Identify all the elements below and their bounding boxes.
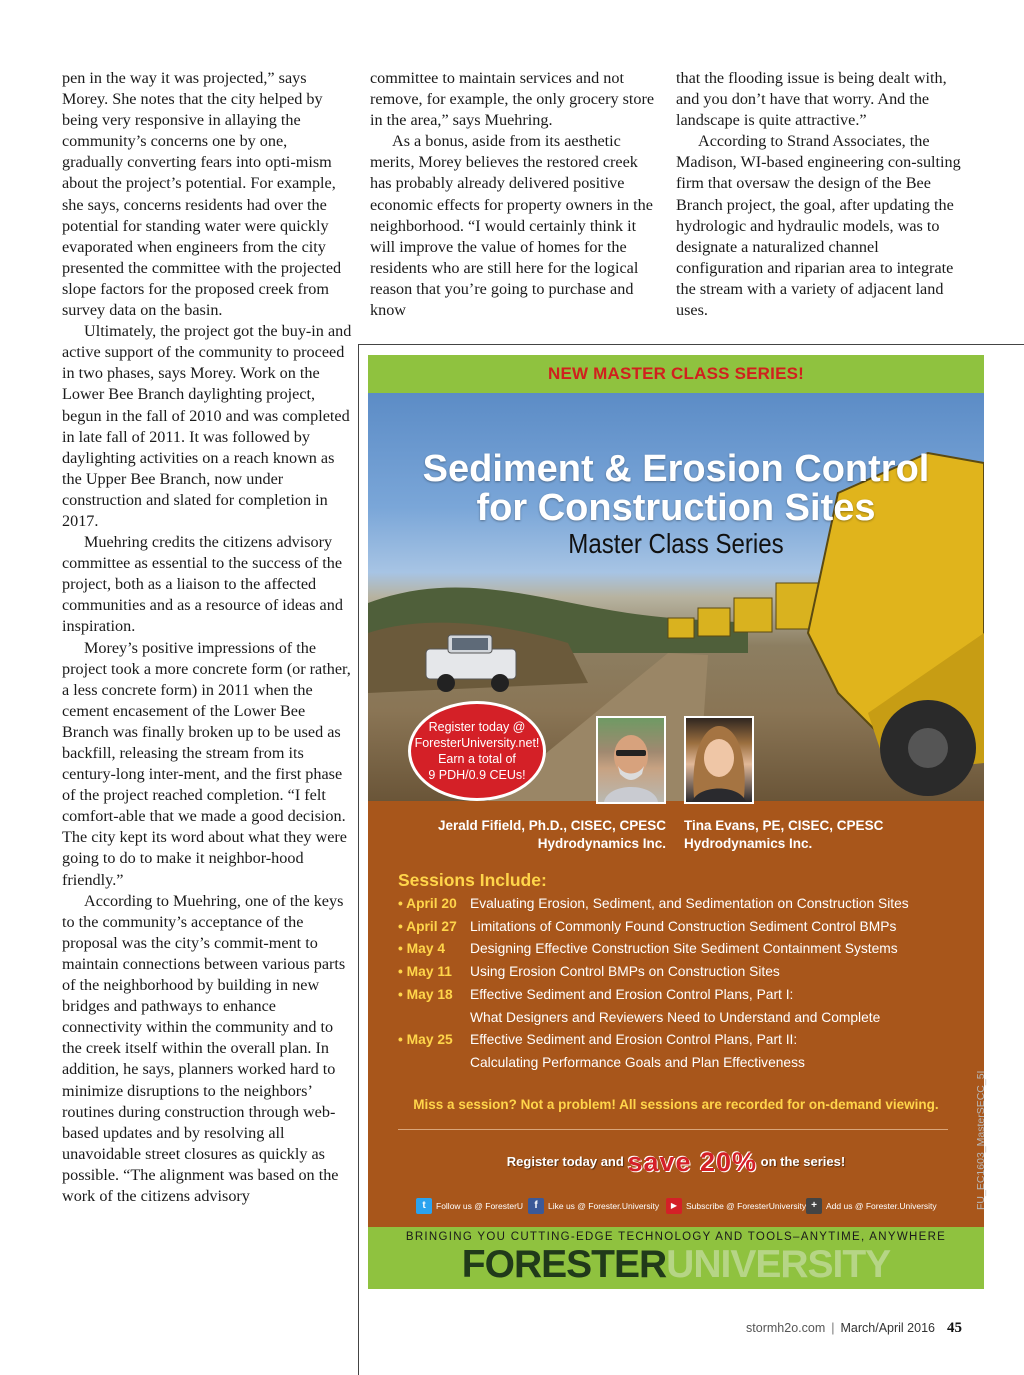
speaker-portrait-2	[684, 716, 754, 804]
session-title: Designing Effective Construction Site Sediment Containment Systems	[470, 941, 898, 957]
article-column-2	[370, 68, 660, 321]
social-label: Follow us @ ForesterU	[436, 1201, 524, 1211]
session-title: Effective Sediment and Erosion Control Plans, Part I:	[470, 986, 794, 1002]
register-badge[interactable]	[408, 701, 546, 801]
footer-site: stormh2o.com	[746, 1321, 826, 1335]
paragraph: According to Strand Associates, the Madison, WI-based engineering con-sulting firm that oversaw the design of the Bee Branch project, the goal, after updating the hydrologic and hydraulic models, was to designate a naturalized channel configuration and riparian area to integrate the stream with a variety of adjacent land uses.	[676, 132, 961, 320]
social-label: Subscribe @ ForesterUniversity	[686, 1201, 807, 1211]
speaker-org: Hydrodynamics Inc.	[684, 836, 813, 851]
session-title: Using Erosion Control BMPs on Construction Sites	[470, 964, 780, 980]
paragraph: According to Muehring, one of the keys to the community’s acceptance of the proposal was the city’s commit-ment to maintain connections between various parts of the neighborhood by building in new bridges and pathways to enhance connectivity within the community and to the creek itself within the overall plan. In addition, he says, planners worked hard to minimize disruptions to the neighbors’ routines during construction through web-based updates and by resolving all unavoidable street closures as quickly as possible. “The alignment was based on the work of the citizens advisory	[62, 891, 346, 1205]
social-links	[416, 1198, 956, 1216]
ad-divider	[398, 1129, 948, 1130]
session-title-continued: What Designers and Reviewers Need to Understand and Complete	[470, 1009, 881, 1025]
ad-side-code: FU_EC1603_MasterSECC_5I	[975, 1070, 987, 1210]
ad-banner	[368, 355, 984, 393]
logo-forester: FORESTER	[461, 1243, 667, 1286]
sessions-list	[398, 893, 978, 1075]
youtube-icon: ▶	[666, 1198, 682, 1214]
twitter-icon: t	[416, 1198, 432, 1214]
logo-university: UNIVERSITY	[666, 1243, 891, 1286]
register-cta-post: on the series!	[760, 1154, 846, 1169]
session-item	[398, 938, 978, 961]
session-date: • April 20	[398, 896, 457, 911]
session-item	[398, 1029, 978, 1074]
speaker-name: Tina Evans, PE, CISEC, CPESC	[684, 818, 884, 833]
social-label: Add us @ Forester.University	[826, 1201, 937, 1211]
speaker-org: Hydrodynamics Inc.	[537, 836, 666, 851]
session-date: • April 27	[398, 918, 457, 934]
badge-line: 9 PDH/0.9 CEUs!	[428, 768, 526, 782]
paragraph: Ultimately, the project got the buy-in and active support of the community to proceed in two phases, says Morey. Work on the Lower Bee Branch daylighting project, begun in the fall of 2010 and was completed in late fall of 2011. It was followed by daylighting activities on a reach known as the Upper Bee Branch, now under construction and slated for completion in 2017.	[62, 322, 352, 530]
session-date: • May 18	[398, 986, 453, 1002]
register-cta-pre: Register today and	[506, 1154, 624, 1169]
session-title: Evaluating Erosion, Sediment, and Sedimentation on Construction Sites	[470, 896, 909, 911]
paragraph: As a bonus, aside from its aesthetic merits, Morey believes the restored creek has probably already delivered positive economic effects for property owners in the neighborhood. “I would certainly think it will improve the value of homes for the residents who are still here for the logical reason that you’re going to purchase and know	[370, 132, 653, 320]
social-link-youtube[interactable]	[666, 1198, 806, 1214]
session-item	[398, 893, 978, 916]
footer-issue: March/April 2016	[840, 1321, 935, 1335]
session-title: Limitations of Commonly Found Construction Sediment Control BMPs	[470, 918, 897, 934]
page-number: 45	[947, 1320, 962, 1336]
googleplus-icon: +	[806, 1198, 822, 1214]
paragraph: Muehring credits the citizens advisory committee as essential to the success of the project, both as a liaison to the affected communities and as a resource of ideas and inspiration.	[62, 533, 343, 636]
speaker-portrait-1	[596, 716, 666, 804]
session-date: • May 11	[398, 964, 452, 980]
ad-footer-bar	[368, 1227, 984, 1289]
session-title-continued: Calculating Performance Goals and Plan Effectiveness	[470, 1054, 805, 1070]
ad-frame-vertical-rule	[358, 344, 359, 1375]
save-percent: save 20%	[627, 1147, 758, 1177]
ad-frame-horizontal-rule	[358, 344, 1024, 345]
social-link-facebook[interactable]	[528, 1198, 659, 1214]
badge-line: ForesterUniversity.net!	[414, 736, 540, 750]
forester-university-logo[interactable]	[368, 1243, 984, 1287]
article-column-1	[62, 68, 352, 1207]
paragraph: Morey’s positive impressions of the project took a more concrete form (or rather, a less concrete form) in 2011 when the cement encasement of the Lower Bee Branch was finally broken up to be used as backfill, releasing the stream from its century-long inter-ment, and the first phase of the project reached completion. “I felt comfort-able that we made a good decision. The city kept its word about what they were going to do to make it neighbor-hood friendly.”	[62, 638, 351, 889]
paragraph: pen in the way it was projected,” says Morey. She notes that the city helped by being very responsive in allaying the community’s concerns one by one, gradually converting fears into opti-mism about the project’s potential. For example, she says, concerns residents had over the potential for standing water were quickly evaporated when engineers from the city presented the committee with the projected slope factors for the proposed creek from survey data on the basin.	[62, 69, 342, 320]
paragraph: committee to maintain services and not remove, for example, the only grocery store in the area,” says Muehring.	[370, 69, 655, 130]
session-date: • May 25	[398, 1032, 453, 1048]
social-label: Like us @ Forester.University	[548, 1201, 660, 1211]
speaker-name: Jerald Fifield, Ph.D., CISEC, CPESC	[437, 818, 666, 833]
ad-title-line-1: Sediment & Erosion Control	[422, 448, 930, 490]
speaker-2-credit	[684, 817, 883, 853]
on-demand-note: Miss a session? Not a problem! All sessions are recorded for on-demand viewing.	[413, 1097, 939, 1112]
badge-line: Register today @	[428, 720, 526, 734]
page-footer	[746, 1320, 962, 1337]
article-column-3	[676, 68, 966, 321]
session-item	[398, 984, 978, 1029]
facebook-icon: f	[528, 1198, 544, 1214]
paragraph: that the flooding issue is being dealt with, and you don’t have that worry. And the landscape is quite attractive.”	[676, 69, 947, 130]
session-item	[398, 916, 978, 939]
sessions-heading: Sessions Include:	[398, 870, 547, 890]
badge-line: Earn a total of	[438, 752, 516, 766]
session-date: • May 4	[398, 941, 446, 957]
social-link-twitter[interactable]	[416, 1198, 523, 1214]
session-item	[398, 961, 978, 984]
footer-separator: |	[831, 1321, 835, 1335]
ad-banner-text: NEW MASTER CLASS SERIES!	[547, 364, 805, 383]
social-link-googleplus[interactable]	[806, 1198, 937, 1214]
session-title: Effective Sediment and Erosion Control Plans, Part II:	[470, 1032, 798, 1048]
advertisement[interactable]	[368, 355, 984, 1289]
ad-tagline: BRINGING YOU CUTTING-EDGE TECHNOLOGY AND TOOLS–ANYTIME, ANYWHERE	[405, 1231, 947, 1243]
ad-title-line-2: for Construction Sites	[476, 487, 876, 529]
ad-subtitle: Master Class Series	[568, 528, 784, 559]
register-cta[interactable]	[368, 1147, 984, 1178]
speaker-1-credit	[438, 817, 666, 853]
